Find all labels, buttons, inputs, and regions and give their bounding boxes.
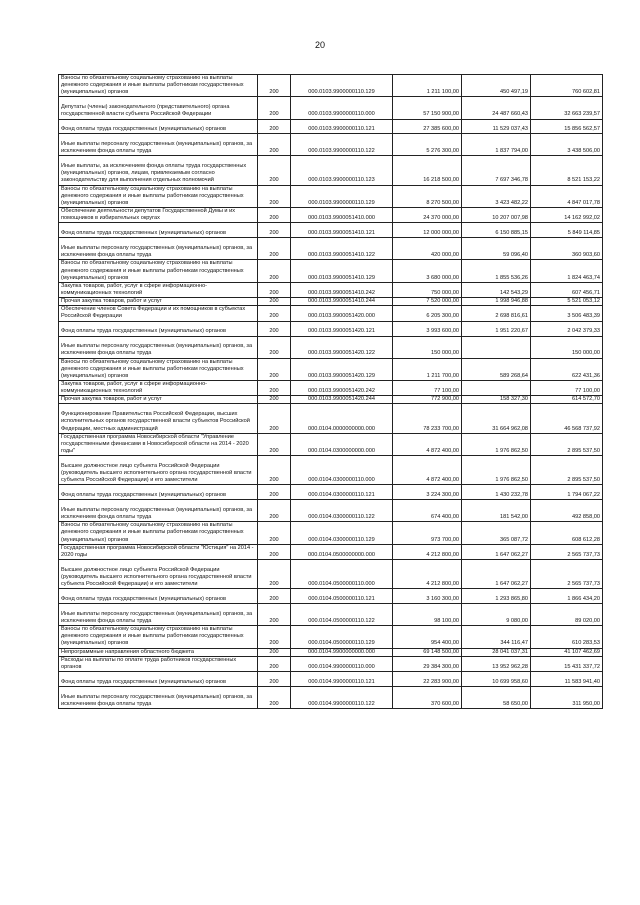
row-name: Закупка товаров, работ, услуг в сфере информационно-коммуникационных технологий [59,282,258,297]
table-row [59,97,603,119]
row-remaining: 622 431,36 [531,358,603,380]
row-name: Фонд оплаты труда государственных (муниципальных) органов [59,589,258,604]
table-row [59,589,603,604]
table-row [59,282,603,297]
table-row [59,223,603,238]
table-row [59,485,603,500]
row-approved: 420 000,00 [393,238,462,260]
row-executed: 181 542,00 [462,500,531,522]
table-row [59,648,603,656]
row-remaining: 607 456,71 [531,282,603,297]
row-kbk: 000.0103.9900051410.121 [291,223,393,238]
row-remaining: 760 602,81 [531,75,603,97]
row-executed: 1 951 220,67 [462,321,531,336]
row-code: 200 [258,672,291,687]
row-executed: 1 976 862,50 [462,433,531,455]
row-approved: 16 218 500,00 [393,156,462,185]
row-remaining: 41 107 462,69 [531,648,603,656]
row-name: Расходы на выплаты по оплате труда работников государственных органов [59,656,258,671]
row-code: 200 [258,560,291,589]
row-executed: 1 293 865,80 [462,589,531,604]
row-remaining: 614 572,70 [531,396,603,404]
row-code: 200 [258,589,291,604]
row-kbk: 000.0103.9900000110.129 [291,185,393,207]
table-row [59,404,603,433]
table-row [59,560,603,589]
row-code: 200 [258,396,291,404]
row-remaining: 2 042 379,33 [531,321,603,336]
row-executed: 24 487 660,43 [462,97,531,119]
row-executed: 9 080,00 [462,604,531,626]
row-executed: 589 268,64 [462,358,531,380]
row-name: Фонд оплаты труда государственных (муниципальных) органов [59,672,258,687]
row-executed: 1 430 232,78 [462,485,531,500]
row-kbk: 000.0103.9900051420.129 [291,358,393,380]
row-executed: 1 647 062,27 [462,544,531,559]
row-kbk: 000.0103.9900051410.242 [291,282,393,297]
row-approved: 4 212 800,00 [393,544,462,559]
row-code: 200 [258,260,291,282]
row-executed [462,336,531,358]
row-kbk: 000.0104.0500000000.000 [291,544,393,559]
row-kbk: 000.0104.0500000110.121 [291,589,393,604]
row-remaining: 2 565 737,73 [531,544,603,559]
row-remaining: 14 162 992,02 [531,208,603,223]
row-code: 200 [258,321,291,336]
row-code: 200 [258,185,291,207]
row-approved: 12 000 000,00 [393,223,462,238]
row-executed: 344 116,47 [462,626,531,648]
row-executed: 2 698 816,61 [462,306,531,321]
row-code: 200 [258,306,291,321]
table-row [59,544,603,559]
table-row [59,156,603,185]
row-kbk: 000.0103.9900051420.121 [291,321,393,336]
table-row [59,238,603,260]
table-row [59,396,603,404]
table-row [59,381,603,396]
row-remaining: 5 849 114,85 [531,223,603,238]
row-code: 200 [258,604,291,626]
row-executed: 28 041 037,31 [462,648,531,656]
row-executed: 59 096,40 [462,238,531,260]
row-executed: 1 837 794,00 [462,134,531,156]
table-row [59,522,603,544]
row-executed: 1 976 862,50 [462,456,531,485]
row-executed: 3 423 482,22 [462,185,531,207]
row-code: 200 [258,381,291,396]
table-row [59,208,603,223]
table-row [59,336,603,358]
row-kbk: 000.0103.9900051420.122 [291,336,393,358]
row-code: 200 [258,648,291,656]
table-row [59,119,603,134]
row-approved: 8 270 500,00 [393,185,462,207]
row-executed: 58 650,00 [462,687,531,709]
row-kbk: 000.0103.9900051420.244 [291,396,393,404]
row-approved: 69 148 500,00 [393,648,462,656]
row-kbk: 000.0103.9900051410.000 [291,208,393,223]
table-row [59,75,603,97]
row-remaining: 46 568 737,92 [531,404,603,433]
row-approved: 98 100,00 [393,604,462,626]
row-approved: 4 872 400,00 [393,456,462,485]
row-kbk: 000.0104.0500000110.129 [291,626,393,648]
row-executed: 1 647 062,27 [462,560,531,589]
table-row [59,260,603,282]
table-row [59,185,603,207]
row-approved: 3 224 300,00 [393,485,462,500]
row-name: Иные выплаты персоналу государственных (муниципальных) органов, за исключением фонда оплаты труда [59,134,258,156]
row-kbk: 000.0103.9900051410.122 [291,238,393,260]
row-name: Иные выплаты персоналу государственных (муниципальных) органов, за исключением фонда оплаты труда [59,500,258,522]
table-row [59,134,603,156]
row-approved: 3 160 300,00 [393,589,462,604]
row-executed: 10 699 958,60 [462,672,531,687]
row-remaining: 608 612,28 [531,522,603,544]
row-kbk: 000.0104.0300000110.129 [291,522,393,544]
row-name: Иные выплаты персоналу государственных (муниципальных) органов, за исключением фонда оплаты труда [59,336,258,358]
table-row [59,298,603,306]
row-kbk: 000.0103.9900000110.000 [291,97,393,119]
row-name: Иные выплаты персоналу государственных (муниципальных) органов, за исключением фонда оплаты труда [59,238,258,260]
row-remaining: 1 794 067,22 [531,485,603,500]
row-executed: 13 952 962,28 [462,656,531,671]
row-code: 200 [258,456,291,485]
row-kbk: 000.0104.9900000110.000 [291,656,393,671]
row-kbk: 000.0103.9900000110.123 [291,156,393,185]
row-code: 200 [258,485,291,500]
row-code: 200 [258,500,291,522]
row-code: 200 [258,404,291,433]
row-approved: 973 700,00 [393,522,462,544]
row-code: 200 [258,156,291,185]
row-approved: 4 212 800,00 [393,560,462,589]
row-remaining: 15 431 337,72 [531,656,603,671]
row-approved: 954 400,00 [393,626,462,648]
row-name: Прочая закупка товаров, работ и услуг [59,298,258,306]
row-code: 200 [258,238,291,260]
row-name: Иные выплаты персоналу государственных (муниципальных) органов, за исключением фонда оплаты труда [59,604,258,626]
row-name: Прочая закупка товаров, работ и услуг [59,396,258,404]
row-remaining: 89 020,00 [531,604,603,626]
row-code: 200 [258,656,291,671]
row-name: Взносы по обязательному социальному страхованию на выплаты денежного содержания и иные выплаты работникам государственных (муниципальных) органов [59,626,258,648]
row-remaining: 3 506 483,39 [531,306,603,321]
table-row [59,321,603,336]
row-remaining: 2 895 537,50 [531,456,603,485]
table-row [59,456,603,485]
row-name: Государственная программа Новосибирской области "Управление государственными финансами в Новосибирской области на 2014 - 2020 годы" [59,433,258,455]
row-name: Взносы по обязательному социальному страхованию на выплаты денежного содержания и иные выплаты работникам государственных (муниципальных) органов [59,522,258,544]
row-name: Высшее должностное лицо субъекта Российской Федерации (руководитель высшего исполнительного органа государственной власти субъекта Российской Федерации) и его заместители [59,560,258,589]
table-row [59,626,603,648]
row-approved: 78 233 700,00 [393,404,462,433]
row-name: Фонд оплаты труда государственных (муниципальных) органов [59,223,258,238]
row-name: Высшее должностное лицо субъекта Российской Федерации (руководитель высшего исполнительного органа государственной власти субъекта Российской Федерации) и его заместители [59,456,258,485]
row-executed: 1 998 946,88 [462,298,531,306]
row-executed: 450 497,19 [462,75,531,97]
budget-table-body [59,75,603,709]
row-approved: 1 211 100,00 [393,75,462,97]
row-kbk: 000.0104.9900000110.121 [291,672,393,687]
row-approved: 150 000,00 [393,336,462,358]
row-remaining: 492 858,00 [531,500,603,522]
row-approved: 77 100,00 [393,381,462,396]
row-code: 200 [258,208,291,223]
row-name: Государственная программа Новосибирской области "Юстиция" на 2014 - 2020 годы [59,544,258,559]
row-name: Обеспечение деятельности депутатов Государственной Думы и их помощников в избирательных округах [59,208,258,223]
row-remaining: 2 565 737,73 [531,560,603,589]
row-name: Депутаты (члены) законодательного (представительного) органа государственной власти субъекта Российской Федерации [59,97,258,119]
row-executed: 365 087,72 [462,522,531,544]
row-executed: 11 529 037,43 [462,119,531,134]
row-code: 200 [258,626,291,648]
table-row [59,656,603,671]
row-name: Фонд оплаты труда государственных (муниципальных) органов [59,485,258,500]
row-code: 200 [258,336,291,358]
row-name: Фонд оплаты труда государственных (муниципальных) органов [59,119,258,134]
row-kbk: 000.0103.9900051410.129 [291,260,393,282]
row-approved: 750 000,00 [393,282,462,297]
page-number: 20 [314,40,325,50]
row-remaining: 3 438 506,00 [531,134,603,156]
row-executed: 7 697 346,78 [462,156,531,185]
row-code: 200 [258,134,291,156]
row-code: 200 [258,75,291,97]
table-row [59,604,603,626]
row-name: Функционирование Правительства Российской Федерации, высших исполнительных органов государственной власти субъектов Российской Федерации, местных администраций [59,404,258,433]
row-remaining: 77 100,00 [531,381,603,396]
row-approved: 4 872 400,00 [393,433,462,455]
row-approved: 3 993 600,00 [393,321,462,336]
row-executed: 1 855 536,26 [462,260,531,282]
row-approved: 22 283 900,00 [393,672,462,687]
table-row [59,500,603,522]
row-code: 200 [258,358,291,380]
row-kbk: 000.0104.0300000000.000 [291,433,393,455]
row-executed: 158 327,30 [462,396,531,404]
row-remaining: 150 000,00 [531,336,603,358]
row-kbk: 000.0103.9900051410.244 [291,298,393,306]
row-approved: 370 600,00 [393,687,462,709]
row-kbk: 000.0104.0500000110.122 [291,604,393,626]
row-code: 200 [258,282,291,297]
row-kbk: 000.0103.9900051420.000 [291,306,393,321]
row-remaining: 5 521 053,12 [531,298,603,306]
row-executed: 31 664 962,08 [462,404,531,433]
row-approved: 7 520 000,00 [393,298,462,306]
row-remaining: 8 521 153,22 [531,156,603,185]
row-name: Иные выплаты персоналу государственных (муниципальных) органов, за исключением фонда оплаты труда [59,687,258,709]
row-name: Взносы по обязательному социальному страхованию на выплаты денежного содержания и иные выплаты работникам государственных (муниципальных) органов [59,75,258,97]
row-code: 200 [258,522,291,544]
row-remaining: 610 283,53 [531,626,603,648]
row-remaining: 2 895 537,50 [531,433,603,455]
row-approved: 6 205 300,00 [393,306,462,321]
row-code: 200 [258,433,291,455]
row-name: Закупка товаров, работ, услуг в сфере информационно-коммуникационных технологий [59,381,258,396]
row-approved: 29 384 300,00 [393,656,462,671]
row-kbk: 000.0104.0500000110.000 [291,560,393,589]
row-name: Взносы по обязательному социальному страхованию на выплаты денежного содержания и иные выплаты работникам государственных (муниципальных) органов [59,358,258,380]
row-remaining: 311 950,00 [531,687,603,709]
row-name: Фонд оплаты труда государственных (муниципальных) органов [59,321,258,336]
row-approved: 772 900,00 [393,396,462,404]
row-name: Взносы по обязательному социальному страхованию на выплаты денежного содержания и иные выплаты работникам государственных (муниципальных) органов [59,260,258,282]
row-remaining: 11 583 941,40 [531,672,603,687]
row-approved: 1 211 700,00 [393,358,462,380]
row-kbk: 000.0103.9900051420.242 [291,381,393,396]
row-code: 200 [258,298,291,306]
row-code: 200 [258,544,291,559]
row-remaining: 15 856 562,57 [531,119,603,134]
row-kbk: 000.0104.0300000110.122 [291,500,393,522]
row-code: 200 [258,97,291,119]
row-kbk: 000.0103.9900000110.129 [291,75,393,97]
budget-table [58,74,603,709]
row-code: 200 [258,223,291,238]
row-name: Иные выплаты, за исключением фонда оплаты труда государственных (муниципальных) органов, лицам, привлекаемым согласно законодательству для выполнения отдельных полномочий [59,156,258,185]
row-kbk: 000.0104.0300000110.121 [291,485,393,500]
table-row [59,672,603,687]
row-approved: 5 276 300,00 [393,134,462,156]
row-remaining: 360 903,60 [531,238,603,260]
row-code: 200 [258,119,291,134]
row-name: Взносы по обязательному социальному страхованию на выплаты денежного содержания и иные выплаты работникам государственных (муниципальных) органов [59,185,258,207]
row-kbk: 000.0103.9900000110.122 [291,134,393,156]
row-kbk: 000.0104.0000000000.000 [291,404,393,433]
table-row [59,306,603,321]
row-kbk: 000.0104.9900000110.122 [291,687,393,709]
row-remaining: 1 866 434,20 [531,589,603,604]
row-remaining: 4 847 017,78 [531,185,603,207]
row-approved: 674 400,00 [393,500,462,522]
row-approved: 27 385 600,00 [393,119,462,134]
row-executed: 6 150 885,15 [462,223,531,238]
row-approved: 57 150 900,00 [393,97,462,119]
row-executed [462,381,531,396]
row-executed: 142 543,29 [462,282,531,297]
row-approved: 24 370 000,00 [393,208,462,223]
row-approved: 3 680 000,00 [393,260,462,282]
table-row [59,687,603,709]
table-row [59,433,603,455]
row-kbk: 000.0104.9900000000.000 [291,648,393,656]
row-code: 200 [258,687,291,709]
row-kbk: 000.0104.0300000110.000 [291,456,393,485]
row-name: Обеспечение членов Совета Федерации и их помощников в субъектах Российской Федерации [59,306,258,321]
row-kbk: 000.0103.9900000110.121 [291,119,393,134]
row-executed: 10 207 007,98 [462,208,531,223]
row-name: Непрограммные направления областного бюджета [59,648,258,656]
row-remaining: 32 663 239,57 [531,97,603,119]
table-row [59,358,603,380]
row-remaining: 1 824 463,74 [531,260,603,282]
